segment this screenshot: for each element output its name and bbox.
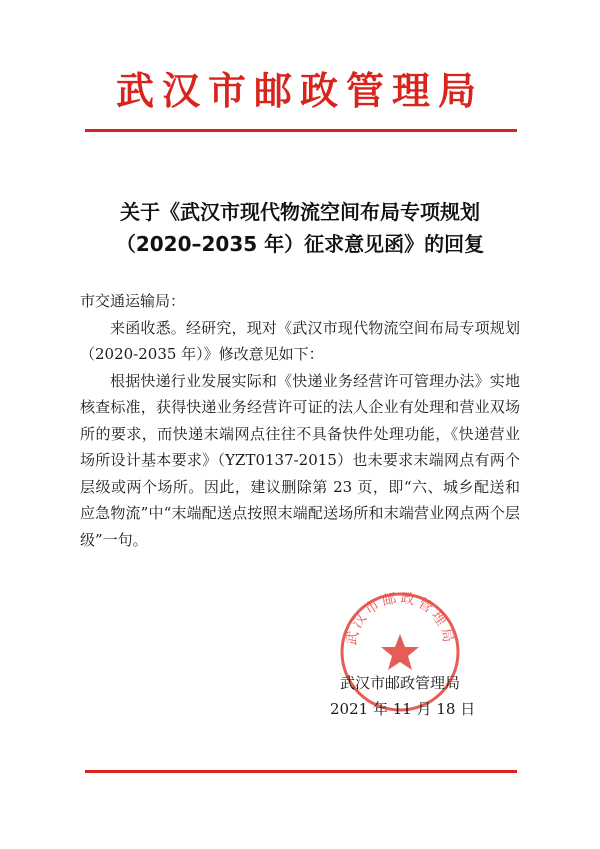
paragraph-1: 来函收悉。经研究，现对《武汉市现代物流空间布局专项规划（2020-2035 年）》修改意见如下： bbox=[80, 318, 520, 363]
svg-text:武汉市邮政管理局 bbox=[343, 590, 456, 646]
document-title-line-1: 关于《武汉市现代物流空间布局专项规划 bbox=[120, 200, 480, 224]
footer-rule bbox=[85, 770, 517, 773]
seal-text: 武汉市邮政管理局 bbox=[343, 590, 457, 647]
document-title-line-2: （2020–2035 年）征求意见函》的回复 bbox=[115, 232, 485, 256]
letterhead-title: 武汉市邮政管理局 bbox=[115, 68, 484, 113]
paragraph-2: 根据快递行业发展实际和《快递业务经营许可管理办法》实地核查标准，获得快递业务经营许可证的法人企业有处理和营业双场所的要求，而快递末端网点往往不具备快件处理功能，《快递营业场所设计基本要求》（YZT0137-2015）也未要求末端网点有两个层级或两个场所。因此，建议删除第 23 页，即“六、城乡配送和应急物流”中“末端配送点按照末端配送场所和末端营业网点两个层级”一句。 bbox=[80, 371, 520, 549]
official-seal bbox=[338, 590, 462, 714]
signature-date: 2021 年 11 月 18 日 bbox=[330, 700, 476, 718]
letterhead-rule bbox=[85, 129, 517, 132]
salutation: 市交通运输局： bbox=[80, 292, 186, 310]
letter-body bbox=[80, 288, 520, 553]
star-icon bbox=[381, 634, 419, 670]
signature-organization: 武汉市邮政管理局 bbox=[340, 674, 461, 692]
